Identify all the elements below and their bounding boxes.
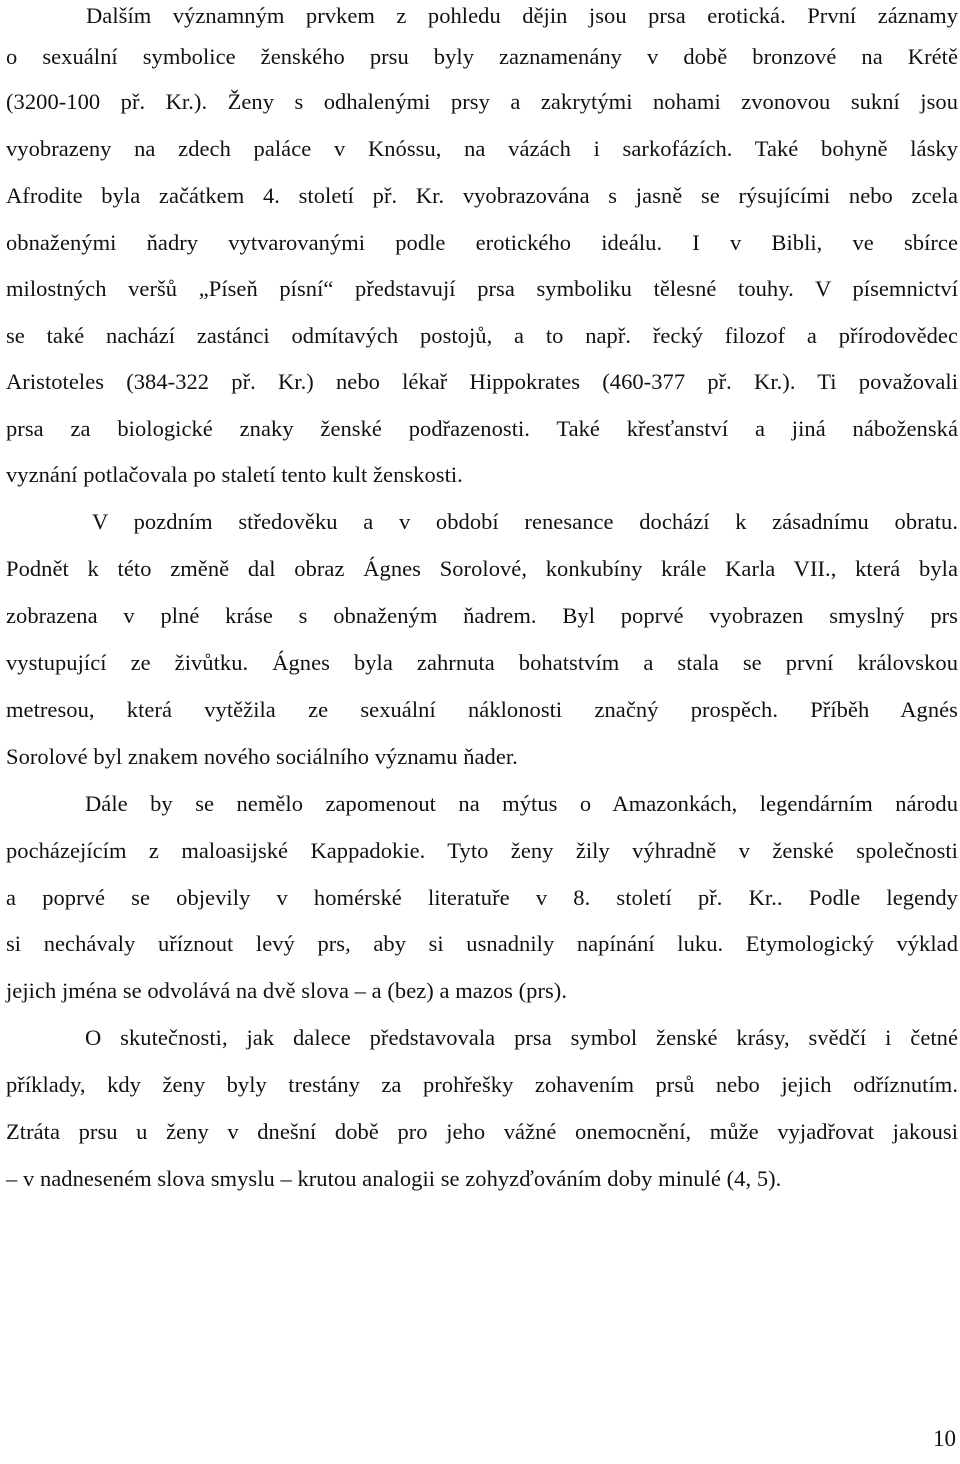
text-line: vyznání potlačovala po staletí tento kult ženskosti. bbox=[6, 462, 463, 487]
text-line: příklady, kdy ženy byly trestány za prohřešky zohavením prsů nebo jejich odříznutím. bbox=[6, 1072, 958, 1097]
text-line: Afrodite byla začátkem 4. století př. Kr. vyobrazována s jasně se rýsujícími nebo zcela bbox=[6, 183, 958, 208]
text-line: O skutečnosti, jak dalece představovala prsa symbol ženské krásy, svědčí i četné bbox=[85, 1025, 958, 1050]
text-line: Sorolové byl znakem nového sociálního významu ňader. bbox=[6, 744, 518, 769]
text-line: Ztráta prsu u ženy v dnešní době pro jeho vážné onemocnění, může vyjadřovat jakousi bbox=[6, 1119, 958, 1144]
text-line: vystupující ze živůtku. Ágnes byla zahrnuta bohatstvím a stala se první královskou bbox=[6, 650, 958, 675]
text-line: (3200-100 př. Kr.). Ženy s odhalenými prsy a zakrytými nohami zvonovou sukní jsou bbox=[6, 89, 958, 114]
text-line: o sexuální symbolice ženského prsu byly zaznamenány v době bronzové na Krétě bbox=[6, 44, 958, 69]
text-line: a poprvé se objevily v homérské literatuře v 8. století př. Kr.. Podle legendy bbox=[6, 885, 958, 910]
text-line: obnaženými ňadry vytvarovanými podle erotického ideálu. I v Bibli, ve sbírce bbox=[6, 230, 958, 255]
text-line: si nechávaly uříznout levý prs, aby si usnadnily napínání luku. Etymologický výklad bbox=[6, 931, 958, 956]
text-line: zobrazena v plné kráse s obnaženým ňadrem. Byl poprvé vyobrazen smyslný prs bbox=[6, 603, 958, 628]
text-line: V pozdním středověku a v období renesance dochází k zásadnímu obratu. bbox=[92, 509, 958, 534]
text-line: metresou, která vytěžila ze sexuální náklonosti značný prospěch. Příběh Agnés bbox=[6, 697, 958, 722]
text-line: Aristoteles (384-322 př. Kr.) nebo lékař Hippokrates (460-377 př. Kr.). Ti považovali bbox=[6, 369, 958, 394]
text-line: Dále by se nemělo zapomenout na mýtus o Amazonkách, legendárním národu bbox=[85, 791, 958, 816]
text-line: – v nadneseném slova smyslu – krutou analogii se zohyzďováním doby minulé (4, 5). bbox=[6, 1166, 782, 1191]
text-line: Podnět k této změně dal obraz Ágnes Sorolové, konkubíny krále Karla VII., která byla bbox=[6, 556, 958, 581]
text-line: Dalším významným prvkem z pohledu dějin jsou prsa erotická. První záznamy bbox=[86, 3, 958, 28]
page-number: 10 bbox=[933, 1426, 956, 1451]
text-line: milostných veršů „Píseň písní“ představují prsa symboliku tělesné touhy. V písemnictví bbox=[6, 276, 958, 301]
text-line: vyobrazeny na zdech paláce v Knóssu, na vázách i sarkofázích. Také bohyně lásky bbox=[6, 136, 958, 161]
text-line: prsa za biologické znaky ženské podřazenosti. Také křesťanství a jiná náboženská bbox=[6, 416, 958, 441]
text-line: pocházejícím z maloasijské Kappadokie. Tyto ženy žily výhradně v ženské společnosti bbox=[6, 838, 958, 863]
text-line: se také nachází zastánci odmítavých postojů, a to např. řecký filozof a přírodovědec bbox=[6, 323, 958, 348]
text-line: jejich jména se odvolává na dvě slova – a (bez) a mazos (prs). bbox=[6, 978, 568, 1003]
